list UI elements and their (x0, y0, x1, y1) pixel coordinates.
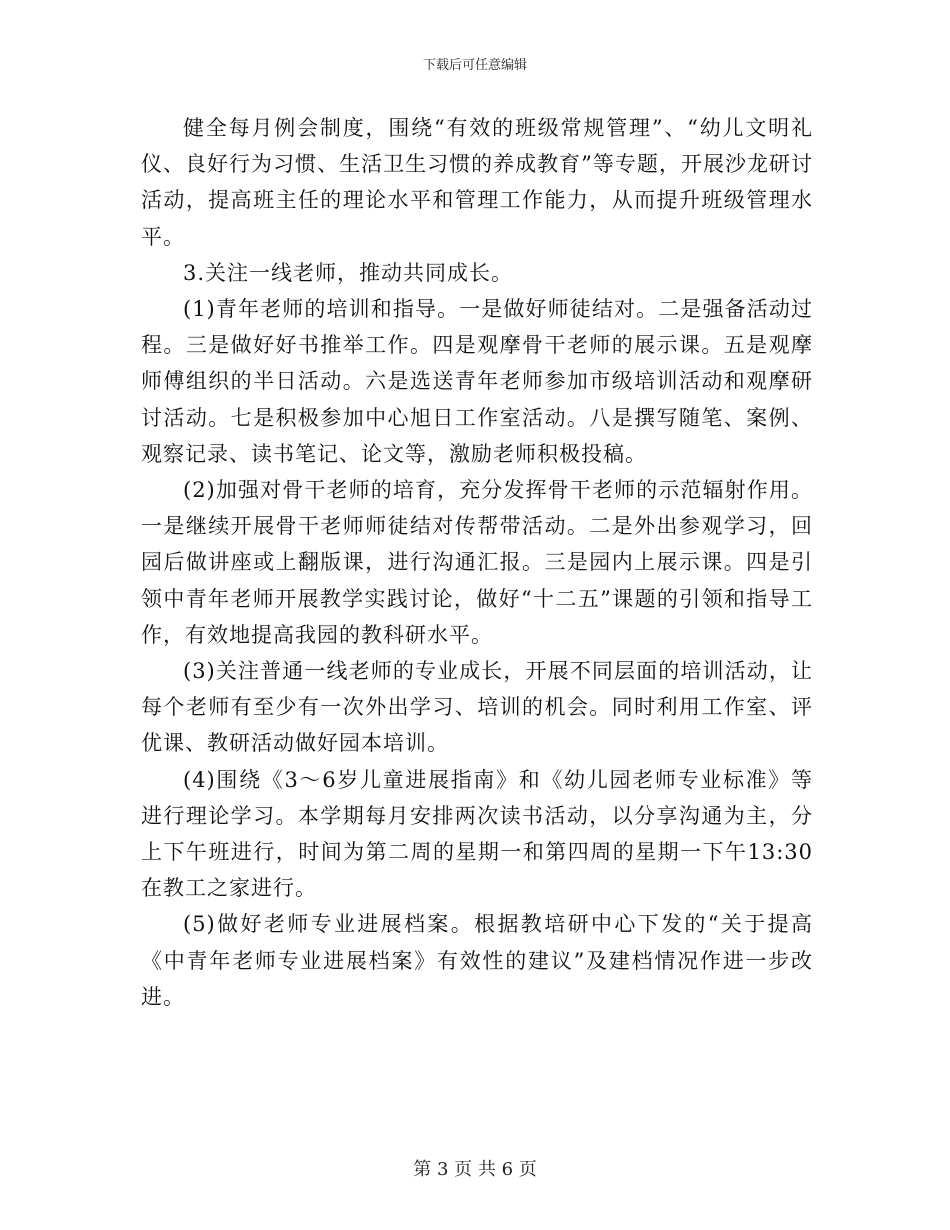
paragraph-ordinary-teacher-growth: (3)关注普通一线老师的专业成长，开展不同层面的培训活动，让每个老师有至少有一次外出学习、培训的机会。同时利用工作室、评优课、教研活动做好园本培训。 (141, 659, 813, 756)
paragraph-backbone-teacher-training: (2)加强对骨干老师的培育，充分发挥骨干老师的示范辐射作用。一是继续开展骨干老师师徒结对传帮带活动。二是外出参观学习，回园后做讲座或上翻版课，进行沟通汇报。三是园内上展示课。四是引领中青年老师开展教学实践讨论，做好“十二五”课题的引领和指导工作，有效地提高我园的教科研水平。 (141, 478, 813, 647)
page-number-footer: 第 3 页 共 6 页 (413, 1159, 537, 1180)
page-header-note: 下载后可任意编辑 (422, 58, 527, 73)
document-body (141, 110, 813, 1015)
paragraph-section-3-heading: 3.关注一线老师，推动共同成长。 (183, 260, 514, 285)
paragraph-theory-study: (4)围绕《3～6岁儿童进展指南》和《幼儿园老师专业标准》等进行理论学习。本学期每月安排两次读书活动，以分享沟通为主，分上下午班进行，时间为第二周的星期一和第四周的星期一下午13:30在教工之家进行。 (141, 767, 813, 901)
paragraph-young-teacher-training: (1)青年老师的培训和指导。一是做好师徒结对。二是强备活动过程。三是做好好书推举工作。四是观摩骨干老师的展示课。五是观摩师傅组织的半日活动。六是选送青年老师参加市级培训活动和观摩研讨活动。七是积极参加中心旭日工作室活动。八是撰写随笔、案例、观察记录、读书笔记、论文等，激励老师积极投稿。 (141, 297, 813, 466)
paragraph-class-meeting: 健全每月例会制度，围绕“有效的班级常规管理”、“幼儿文明礼仪、良好行为习惯、生活卫生习惯的养成教育”等专题，开展沙龙研讨活动，提高班主任的理论水平和管理工作能力，从而提升班级管理水平。 (141, 116, 813, 249)
paragraph-development-archive: (5)做好老师专业进展档案。根据教培研中心下发的“关于提高《中青年老师专业进展档案》有效性的建议”及建档情况作进一步改进。 (141, 912, 813, 1009)
